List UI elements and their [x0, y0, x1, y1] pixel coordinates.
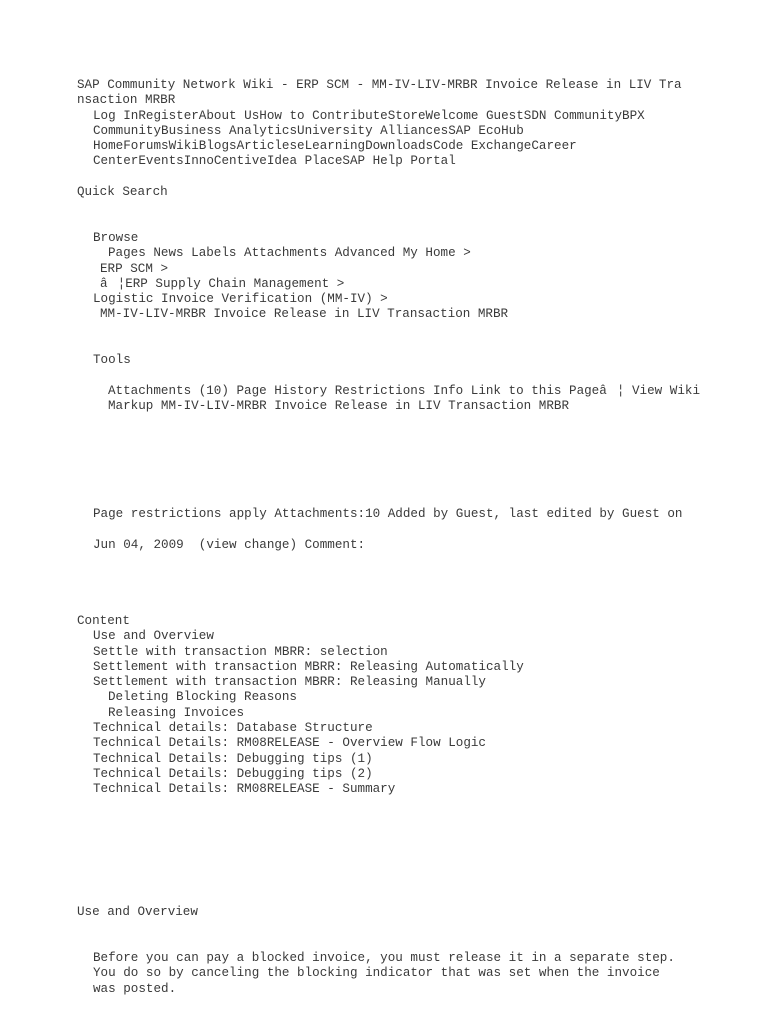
toc-item[interactable]: Technical Details: Debugging tips (2): [93, 766, 373, 781]
page-restrictions-line: Page restrictions apply Attachments:10 Added by Guest, last edited by Guest on: [93, 507, 683, 521]
nav-links-line[interactable]: Log InRegisterAbout UsHow to ContributeStoreWelcome GuestSDN CommunityBPX: [93, 108, 645, 123]
toc-item[interactable]: Settlement with transaction MBRR: Releasing Automatically: [93, 659, 524, 674]
breadcrumb-supply-chain[interactable]: â¦ERP Supply Chain Management >: [100, 276, 345, 291]
toc-subitem[interactable]: Deleting Blocking Reasons: [108, 690, 297, 705]
page-title-line: nsaction MRBR: [77, 93, 176, 108]
page-edit-info: [0, 538, 768, 553]
nav-links-line[interactable]: CenterEventsInnoCentiveIdea PlaceSAP Help Portal: [93, 154, 456, 169]
quick-search-label[interactable]: Quick Search: [77, 185, 168, 199]
top-navigation: [0, 109, 768, 170]
quick-search: [0, 185, 768, 200]
paragraph-line: was posted.: [93, 981, 177, 996]
breadcrumb-erp-scm[interactable]: ERP SCM >: [100, 261, 169, 276]
browse-menu[interactable]: Pages News Labels Attachments Advanced My Home >: [108, 246, 471, 261]
toc-item[interactable]: Use and Overview: [93, 629, 214, 644]
toc-item[interactable]: Technical details: Database Structure: [93, 721, 373, 736]
page-metadata: [0, 507, 768, 522]
toc-item[interactable]: Settle with transaction MBRR: selection: [93, 644, 388, 659]
page-title-line: SAP Community Network Wiki - ERP SCM - MM-IV-LIV-MRBR Invoice Release in LIV Tra: [77, 78, 682, 92]
toc-item[interactable]: Technical Details: RM08RELEASE - Summary: [93, 782, 396, 797]
toc-item[interactable]: Settlement with transaction MBRR: Releasing Manually: [93, 675, 486, 690]
browse-section: [0, 231, 768, 323]
breadcrumb-current-page[interactable]: MM-IV-LIV-MRBR Invoice Release in LIV Transaction MRBR: [100, 307, 509, 322]
section-heading: Use and Overview: [77, 905, 198, 919]
paragraph-line: Before you can pay a blocked invoice, you must release it in a separate step.: [93, 951, 675, 965]
nav-links-line[interactable]: HomeForumsWikiBlogsArticleseLearningDownloadsCode ExchangeCareer: [93, 139, 577, 154]
section-paragraph: [0, 951, 768, 997]
tools-links-line[interactable]: Markup MM-IV-LIV-MRBR Invoice Release in LIV Transaction MRBR: [108, 399, 570, 414]
toc-subitem[interactable]: Releasing Invoices: [108, 705, 245, 720]
section-use-and-overview: [0, 905, 768, 920]
table-of-contents: [0, 614, 768, 798]
toc-item[interactable]: Technical Details: RM08RELEASE - Overview Flow Logic: [93, 736, 486, 751]
breadcrumb-invoice-verification[interactable]: Logistic Invoice Verification (MM-IV) >: [93, 292, 388, 307]
tools-section: [0, 353, 768, 368]
tools-heading: Tools: [93, 353, 131, 367]
tools-links: [0, 384, 768, 415]
page-title: [0, 78, 768, 109]
paragraph-line: You do so by canceling the blocking indicator that was set when the invoice: [93, 966, 660, 981]
nav-links-line[interactable]: CommunityBusiness AnalyticsUniversity AlliancesSAP EcoHub: [93, 123, 524, 138]
toc-heading: Content: [77, 614, 130, 628]
toc-item[interactable]: Technical Details: Debugging tips (1): [93, 751, 373, 766]
last-edited-line: Jun 04, 2009 (view change) Comment:: [93, 538, 366, 552]
tools-links-line[interactable]: Attachments (10) Page History Restrictions Info Link to this Pageâ¦ View Wiki: [108, 384, 701, 398]
browse-heading: Browse: [93, 231, 139, 245]
